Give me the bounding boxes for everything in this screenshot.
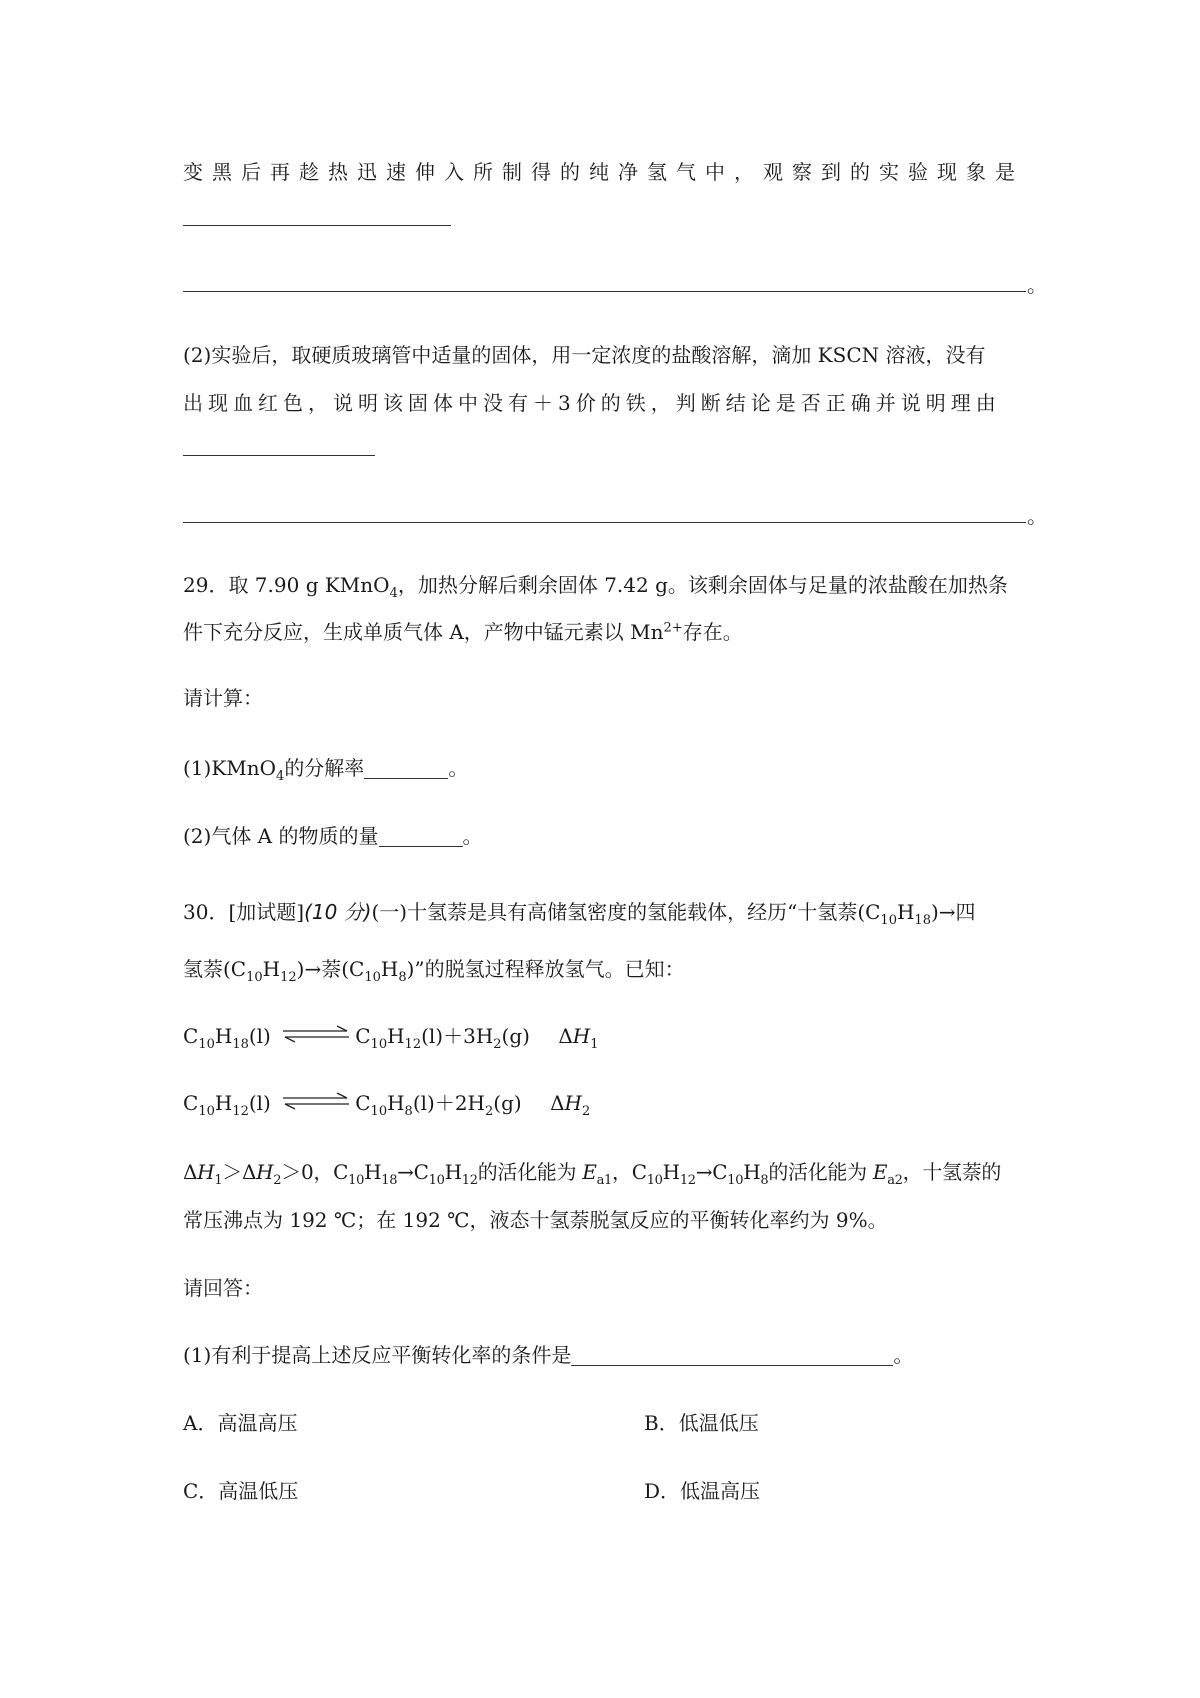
answer-blank[interactable] <box>379 824 463 847</box>
option-b[interactable]: B．低温低压 <box>644 1411 759 1435</box>
equilibrium-arrow-icon <box>281 1025 351 1043</box>
option-a[interactable]: A．高温高压 <box>183 1411 298 1435</box>
conditions-line2: 常压沸点为 192 ℃；在 192 ℃，液态十氢萘脱氢反应的平衡转化率约为 9%。 <box>183 1208 888 1232</box>
answer-blank-short[interactable] <box>183 455 375 456</box>
q30-prompt: 请回答： <box>183 1276 263 1300</box>
answer-blank[interactable] <box>364 756 448 779</box>
q29-stem-line1: 29．取 7.90 g KMnO$_4$，加热分解后剩余固体 7.42 g。该剩余固体与足量的浓盐酸在加热条 <box>183 573 1008 601</box>
q28-part2-line1: (2)实验后，取硬质玻璃管中适量的固体，用一定浓度的盐酸溶解，滴加 KSCN 溶液，没有 <box>183 343 986 367</box>
equilibrium-arrow-icon <box>281 1092 351 1110</box>
q30-intro-line2: 氢萘$(C_{10}H_{12})\to$萘$(C_{10}H_8)$”的脱氢过程释放氢气。已知： <box>183 957 685 985</box>
q30-intro-line1: 30．[加试题](10 分)(一)十氢萘是具有高储氢密度的氢能载体，经历“十氢萘$(C_{10}H_{18})\to$四 <box>183 900 976 928</box>
answer-blank-long[interactable] <box>183 522 1026 523</box>
option-d[interactable]: D．低温高压 <box>644 1479 761 1503</box>
q29-part2: (2)气体 A 的物质的量 。 <box>183 824 483 848</box>
q28-line1: 变黑后再趁热迅速伸入所制得的纯净氢气中，观察到的实验现象是 <box>183 160 1024 184</box>
answer-blank-short[interactable] <box>183 225 451 226</box>
q30-part1: (1)有利于提高上述反应平衡转化率的条件是 。 <box>183 1343 914 1367</box>
equation-1: $C_{10}H_{18}(l)$ $C_{10}H_{12}(l)+3H_2(g)$ $\Delta H_1$ <box>183 1024 599 1052</box>
option-c[interactable]: C．高温低压 <box>183 1479 299 1503</box>
answer-blank-long[interactable] <box>183 291 1026 292</box>
q29-stem-line2: 件下充分反应，生成单质气体 A，产物中锰元素以 $Mn^{2+}$存在。 <box>183 620 743 644</box>
equation-2: $C_{10}H_{12}(l)$ $C_{10}H_8(l)+2H_2(g)$ $\Delta H_2$ <box>183 1091 591 1119</box>
q28-part2-line2: 出现血红色，说明该固体中没有＋3价的铁，判断结论是否正确并说明理由 <box>183 391 1001 415</box>
conditions-line1: $\Delta H_1>\Delta H_2>0$，$C_{10}H_{18}\to C_{10}H_{12}$的活化能为 $E_{a1}$，$C_{10}H_{12}\to C_{10}H_8$的活化能为 $E_{a2}$，十氢萘的 <box>183 1160 1002 1188</box>
answer-blank[interactable] <box>571 1343 893 1366</box>
q29-prompt: 请计算： <box>183 686 263 710</box>
q29-part1: (1)KMnO$_4$的分解率 。 <box>183 756 469 784</box>
period: 。 <box>1027 273 1047 297</box>
period: 。 <box>1027 504 1047 528</box>
